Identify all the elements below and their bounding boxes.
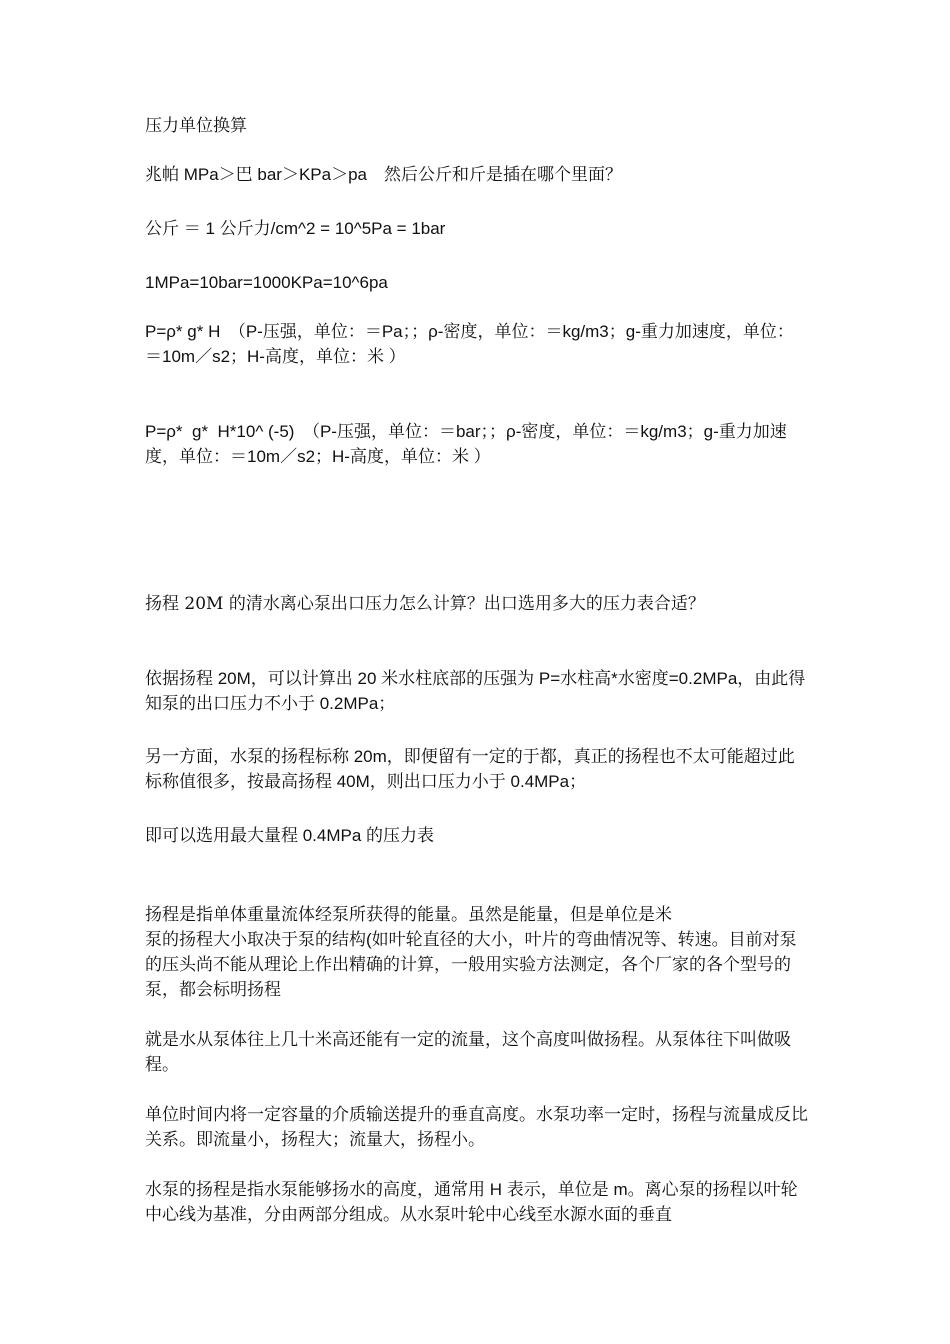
paragraph-head-flow: 单位时间内将一定容量的介质输送提升的垂直高度。水泵功率一定时，扬程与流量成反比关系。即流量小，扬程大；流量大，扬程小。 [145, 1105, 808, 1149]
paragraph-unit-order: 兆帕 MPa＞巴 bar＞KPa＞pa 然后公斤和斤是插在哪个里面？ [145, 165, 623, 184]
paragraph-formula-pa: P=ρ* g* H （P-压强，单位：＝Pa；；ρ-密度，单位：＝kg/m3；g-重力加速度，单位：＝10m／s2；H-高度，单位：米 ） [145, 322, 794, 366]
paragraph-head-definition: 扬程是指单体重量流体经泵所获得的能量。虽然是能量，但是单位是米 [145, 905, 672, 924]
paragraph-answer-1: 依据扬程 20M，可以计算出 20 米水柱底部的压强为 P=水柱高*水密度=0.2MPa，由此得知泵的出口压力不小于 0.2MPa； [145, 669, 806, 713]
paragraph-answer-3: 即可以选用最大量程 0.4MPa 的压力表 [145, 826, 435, 845]
paragraph-question: 扬程 20M 的清水离心泵出口压力怎么计算？出口选用多大的压力表合适？ [145, 594, 705, 614]
paragraph-answer-2: 另一方面，水泵的扬程标称 20m，即便留有一定的于都，真正的扬程也不太可能超过此标称值很多，按最高扬程 40M，则出口压力小于 0.4MPa； [145, 747, 795, 791]
paragraph-kgf-conversion: 公斤 ＝ 1 公斤力/cm^2 = 10^5Pa = 1bar [145, 219, 446, 238]
paragraph-head-pump: 水泵的扬程是指水泵能够扬水的高度，通常用 H 表示，单位是 m。离心泵的扬程以叶轮中心线为基准，分由两部分组成。从水泵叶轮中心线至水源水面的垂直 [145, 1180, 798, 1224]
paragraph-head-structure: 泵的扬程大小取决于泵的结构(如叶轮直径的大小，叶片的弯曲情况等、转速。目前对泵的压头尚不能从理论上作出精确的计算，一般用实验方法测定，各个厂家的各个型号的泵，都会标明扬程 [145, 930, 797, 999]
paragraph-mpa-conversion: 1MPa=10bar=1000KPa=10^6pa [145, 273, 388, 292]
paragraph-head-suction: 就是水从泵体往上几十米高还能有一定的流量，这个高度叫做扬程。从泵体往下叫做吸程。 [145, 1030, 791, 1074]
paragraph-formula-bar: P=ρ* g* H*10^ (-5) （P-压强，单位：＝bar；；ρ-密度，单位：＝kg/m3；g-重力加速度，单位：＝10m／s2；H-高度，单位：米 ） [145, 422, 787, 466]
document-title: 压力单位换算 [145, 116, 247, 136]
